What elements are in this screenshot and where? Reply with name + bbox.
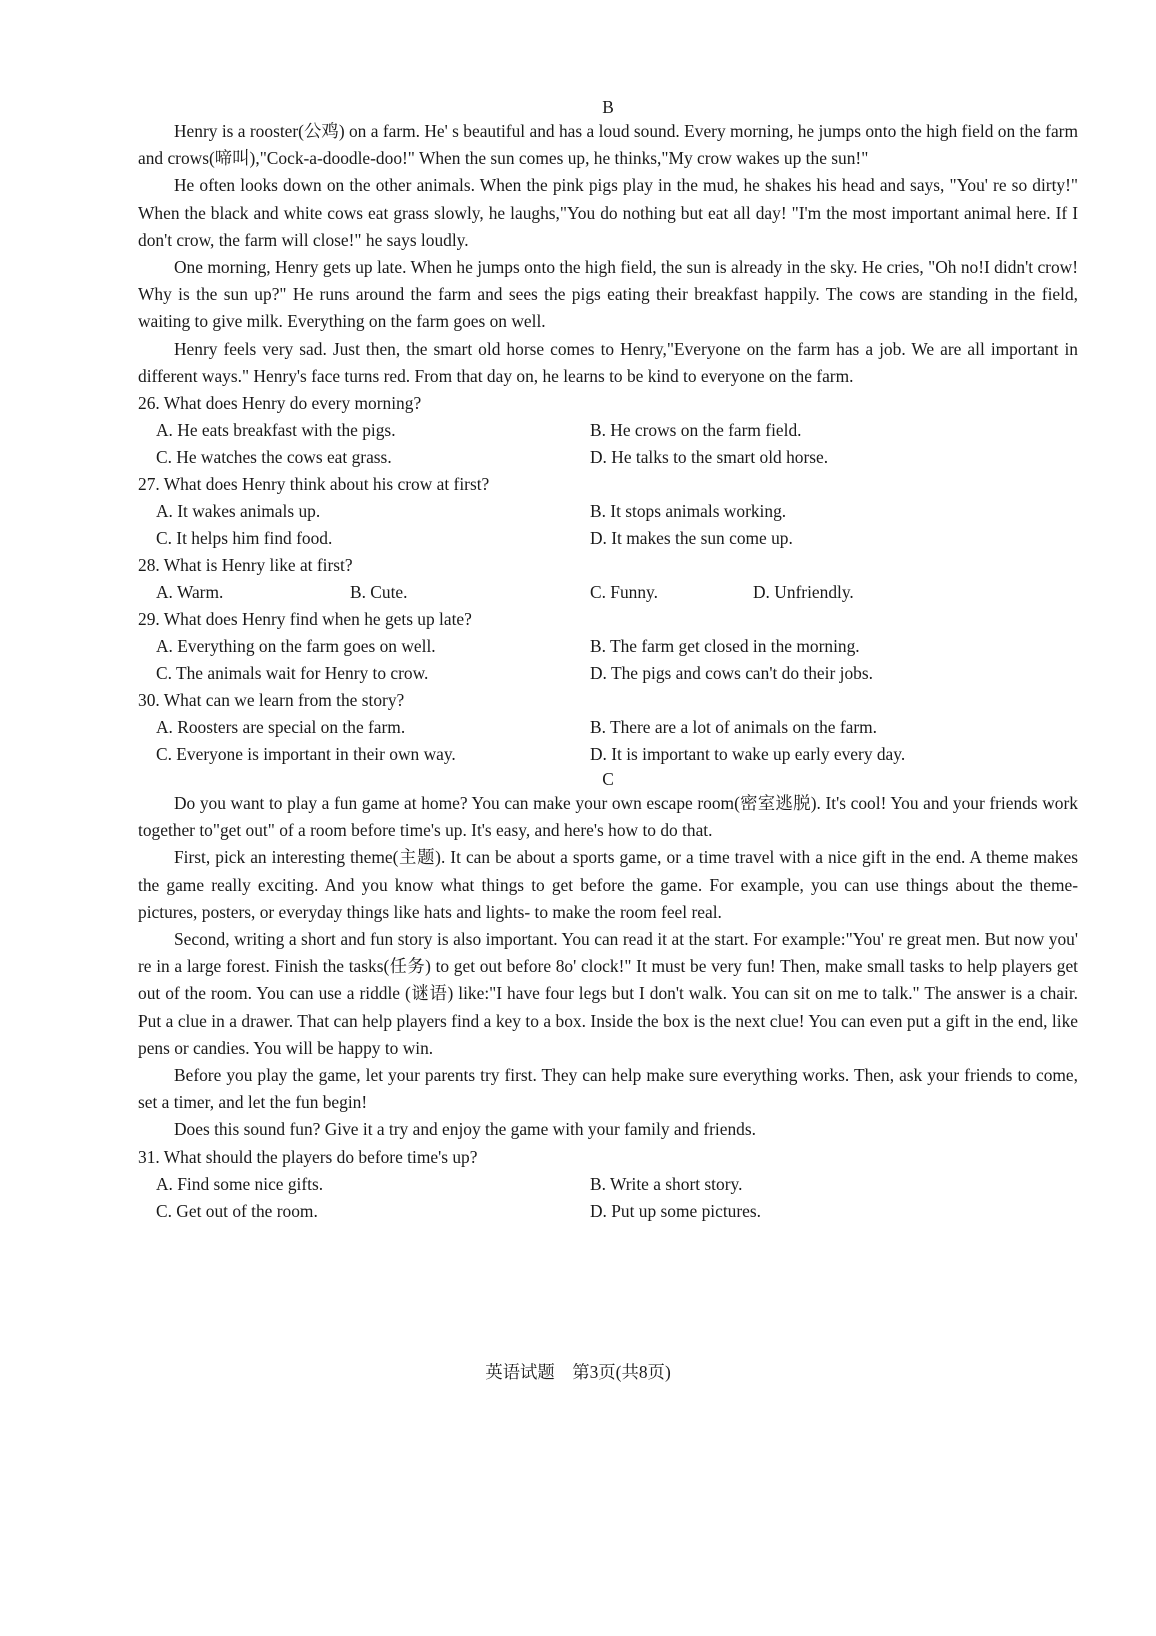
question-stem: 30. What can we learn from the story?	[138, 690, 405, 711]
question-31	[138, 1144, 1078, 1225]
option-d: D. It is important to wake up early every day.	[590, 744, 906, 765]
page-content	[138, 96, 1078, 1225]
option-b: B. Write a short story.	[590, 1173, 743, 1194]
option-a: A. Everything on the farm goes on well.	[156, 636, 436, 657]
passage-c-paragraph: Second, writing a short and fun story is also important. You can read it at the start. For example:"You' re great men. But now you' re in a large forest. Finish the tasks(任务) to get out before 8o' clock!" It must be very fun! Then, make small tasks to help players get out of the room. You can use a riddle (谜语) like:"I have four legs but I don't walk. You can sit on me to talk." The answer is a chair. Put a clue in a drawer. That can help players find a key to a box. Inside the box is the next clue! You can even put a gift in the end, like pens or candies. You will be happy to win.	[138, 929, 1078, 1058]
option-d: D. Put up some pictures.	[590, 1200, 761, 1221]
option-b: B. Cute.	[350, 582, 408, 603]
option-a: A. He eats breakfast with the pigs.	[156, 420, 396, 441]
option-b: B. It stops animals working.	[590, 501, 787, 522]
option-c: C. He watches the cows eat grass.	[156, 447, 392, 468]
question-28	[138, 552, 1078, 606]
question-stem: 28. What is Henry like at first?	[138, 555, 353, 576]
option-c: C. The animals wait for Henry to crow.	[156, 663, 429, 684]
option-d: D. Unfriendly.	[753, 582, 854, 603]
passage-b-paragraph: He often looks down on the other animals. When the pink pigs play in the mud, he shakes his head and says, "You' re so dirty!" When the black and white cows eat grass slowly, he laughs,"You do nothing but eat all day! "I'm the most important animal here. If I don't crow, the farm will close!" he says loudly.	[138, 175, 1078, 250]
option-a: A. It wakes animals up.	[156, 501, 321, 522]
option-d: D. The pigs and cows can't do their jobs.	[590, 663, 873, 684]
page-footer: 英语试题 第3页(共8页)	[485, 1362, 671, 1382]
question-stem: 26. What does Henry do every morning?	[138, 393, 422, 414]
option-c: C. Funny.	[590, 582, 658, 603]
passage-c-paragraph: Do you want to play a fun game at home? You can make your own escape room(密室逃脱). It's cool! You and your friends work together to"get out" of a room before time's up. It's easy, and here's how to do that.	[138, 793, 1078, 841]
option-a: A. Warm.	[156, 582, 224, 603]
option-c: C. Get out of the room.	[156, 1200, 318, 1221]
passage-c-paragraph: First, pick an interesting theme(主题). It can be about a sports game, or a time travel with a nice gift in the end. A theme makes the game really exciting. And you know what things to get before the game. For example, you can use things about the theme- pictures, posters, or everyday things like hats and lights- to make the room feel real.	[138, 847, 1078, 922]
question-30	[138, 687, 1078, 768]
option-a: A. Roosters are special on the farm.	[156, 717, 406, 738]
option-a: A. Find some nice gifts.	[156, 1173, 324, 1194]
option-c: C. It helps him find food.	[156, 528, 333, 549]
passage-c-paragraph: Before you play the game, let your parents try first. They can help make sure everything works. Then, ask your friends to come, set a timer, and let the fun begin!	[138, 1065, 1078, 1113]
passage-b-paragraph: One morning, Henry gets up late. When he jumps onto the high field, the sun is already in the sky. He cries, "Oh no!I didn't crow! Why is the sun up?" He runs around the farm and sees the pigs eating their breakfast happily. The cows are standing in the field, waiting to give milk. Everything on the farm goes on well.	[138, 257, 1078, 332]
passage-b-paragraph: Henry is a rooster(公鸡) on a farm. He' s beautiful and has a loud sound. Every morning, he jumps onto the high field on the farm and crows(啼叫),"Cock-a-doodle-doo!" When the sun comes up, he thinks,"My crow wakes up the sun!"	[138, 121, 1078, 169]
option-b: B. There are a lot of animals on the farm.	[590, 717, 878, 738]
option-c: C. Everyone is important in their own way.	[156, 744, 456, 765]
question-stem: 27. What does Henry think about his crow at first?	[138, 474, 490, 495]
option-b: B. He crows on the farm field.	[590, 420, 802, 441]
section-c-label: C	[602, 769, 614, 790]
passage-c-paragraph: Does this sound fun? Give it a try and enjoy the game with your family and friends.	[174, 1119, 756, 1140]
passage-b-paragraph: Henry feels very sad. Just then, the smart old horse comes to Henry,"Everyone on the farm has a job. We are all important in different ways." Henry's face turns red. From that day on, he learns to be kind to everyone on the farm.	[138, 338, 1078, 386]
option-b: B. The farm get closed in the morning.	[590, 636, 860, 657]
question-29	[138, 606, 1078, 687]
question-26	[138, 390, 1078, 471]
option-d: D. He talks to the smart old horse.	[590, 447, 829, 468]
option-d: D. It makes the sun come up.	[590, 528, 793, 549]
question-stem: 29. What does Henry find when he gets up late?	[138, 609, 472, 630]
question-27	[138, 471, 1078, 552]
section-b-label: B	[602, 97, 614, 117]
question-stem: 31. What should the players do before time's up?	[138, 1146, 478, 1167]
